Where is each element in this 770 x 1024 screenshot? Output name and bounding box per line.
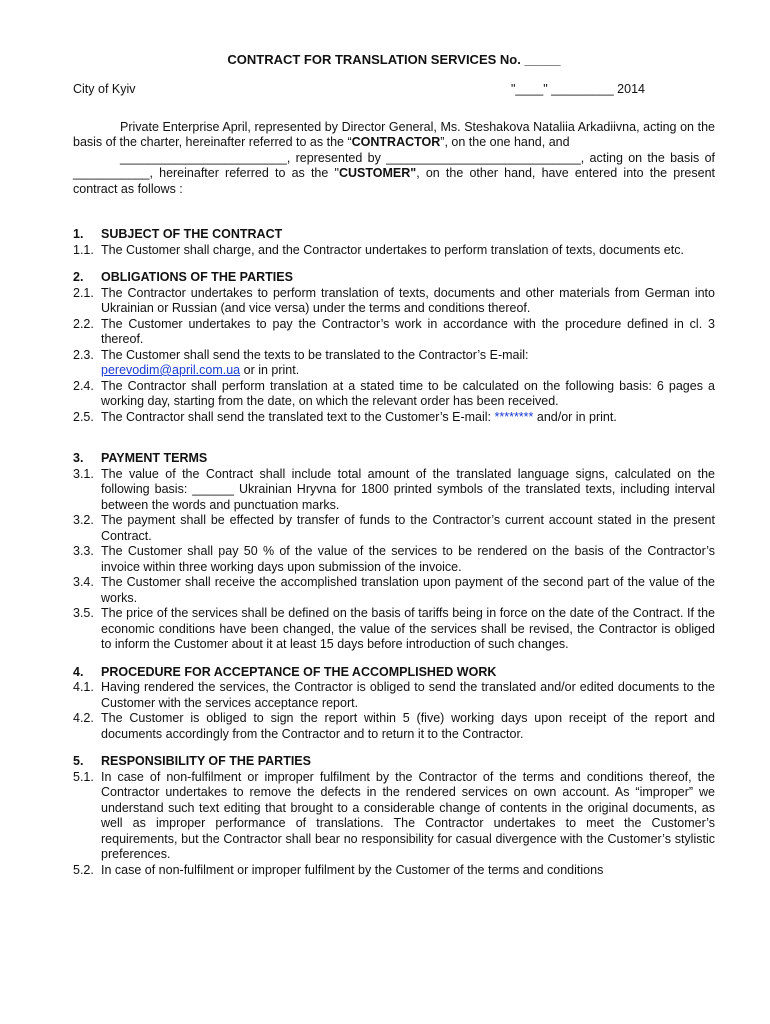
clause-number: 5.2. — [73, 862, 94, 877]
section-title: SUBJECT OF THE CONTRACT — [101, 227, 283, 241]
clause — [73, 606, 715, 653]
clause-text: The Contractor shall perform translation at a stated time to be calculated on the following basis: 6 pages a working day, starting from the date, on which the relevant order has been received. — [101, 378, 715, 408]
clause-number: 3.3. — [73, 544, 94, 558]
clause-text-part: The Customer shall send the texts to be translated to the Contractor’s E-mail: — [101, 347, 529, 362]
clause-text: The Customer shall pay 50 % of the value of the services to be rendered on the basis of the Contractor’s invoice within three working days upon submission of the invoice. — [101, 544, 715, 574]
clause-text-part: and/or in print. — [533, 409, 617, 424]
section-obligations — [73, 270, 715, 425]
clause — [73, 680, 715, 711]
section-heading — [73, 270, 715, 286]
section-title: PROCEDURE FOR ACCEPTANCE OF THE ACCOMPLISHED WORK — [101, 664, 497, 679]
clause — [73, 286, 715, 317]
section-acceptance — [73, 665, 715, 743]
clause-number: 3.4. — [73, 575, 94, 589]
section-title: PAYMENT TERMS — [101, 451, 208, 465]
section-title: RESPONSIBILITY OF THE PARTIES — [101, 754, 311, 768]
preamble-text: , on the other hand, have entered into the present contract as follows : — [73, 166, 715, 196]
preamble-text: ”, on the one hand, and — [440, 135, 570, 149]
clause-text: In case of non-fulfilment or improper fulfilment by the Contractor of the terms and conditions thereof, the Contractor undertakes to remove the defects in the rendered services on own account. As “improper” we understand such text editing that brought to a considerable change of contents in the original documents, as well as improper performance of translations. The Contractor undertakes to meet the Customer’s requirements, but the Contractor shall bear no responsibility for casual divergence with the Customer’s stylistic preferences. — [101, 769, 715, 861]
clause-text: The price of the services shall be defined on the basis of tariffs being in force on the date of the Contract. If the economic conditions have been changed, the value of the services shall be revised, the Contractor is obliged to inform the Customer about it at least 15 days before introduction of such changes. — [101, 606, 715, 651]
date-field: "____" _________ 2014 — [510, 81, 645, 96]
section-number: 4. — [73, 664, 84, 679]
clause-number: 2.5. — [73, 409, 94, 424]
clause — [73, 770, 715, 863]
section-heading — [73, 451, 715, 467]
clause — [73, 575, 715, 606]
clause-number: 3.1. — [73, 466, 94, 481]
clause-number: 3.5. — [73, 606, 94, 620]
section-subject — [73, 227, 715, 258]
clause-text — [101, 410, 715, 426]
city-date-line — [73, 82, 715, 98]
clause-text: The value of the Contract shall include total amount of the translated language signs, calculated on the following basis: ______ Ukrainian Hryvna for 1800 printed symbols of the translated texts, including interval between the words and punctuation marks. — [101, 466, 715, 512]
email-link[interactable]: perevodim@april.com.ua — [101, 363, 241, 377]
clause-number: 2.4. — [73, 378, 94, 393]
clause — [73, 711, 715, 742]
preamble-text: Private Enterprise April, represented by Director General, Ms. Steshakova Nataliia Arkadiivna, acting on the basis of the charter, hereinafter referred to as the “ — [73, 119, 715, 149]
city-label: City of Kyiv — [73, 81, 136, 96]
customer-term: CUSTOMER" — [338, 166, 417, 180]
section-number: 3. — [73, 451, 84, 465]
clause-text: The Customer shall charge, and the Contractor undertakes to perform translation of texts, documents etc. — [101, 242, 684, 257]
section-number: 2. — [73, 270, 84, 284]
clause — [73, 863, 715, 879]
clause — [73, 348, 715, 379]
clause-text: The Customer is obliged to sign the report within 5 (five) working days upon receipt of the report and documents accordingly from the Contractor and to return it to the Contractor. — [101, 711, 715, 741]
contract-title: CONTRACT FOR TRANSLATION SERVICES No. _____ — [227, 52, 561, 67]
contractor-term: CONTRACTOR — [351, 135, 441, 149]
clause — [73, 410, 715, 426]
clause — [73, 467, 715, 514]
clause-text: The payment shall be effected by transfer of funds to the Contractor’s current account stated in the present Contract. — [101, 513, 715, 543]
clause-text: In case of non-fulfilment or improper fulfilment by the Customer of the terms and conditions — [101, 862, 604, 877]
clause-text-part: or in print. — [240, 363, 300, 377]
preamble-customer — [73, 151, 715, 198]
clause — [73, 243, 715, 259]
preamble-text: ________________________, represented by ____________________________, acting on the basis of ___________, hereinafter referred to as the " — [73, 150, 715, 180]
clause-number: 1.1. — [73, 242, 94, 257]
preamble-contractor — [73, 120, 715, 151]
clause — [73, 379, 715, 410]
clause-text: The Contractor undertakes to perform translation of texts, documents and other materials from German into Ukrainian or Russian (and vice versa) under the terms and conditions thereof. — [101, 285, 715, 315]
section-responsibility — [73, 754, 715, 878]
document-page — [73, 52, 715, 890]
clause-text: The Customer undertakes to pay the Contractor’s work in accordance with the procedure defined in cl. 3 thereof. — [101, 316, 715, 346]
clause-text — [101, 348, 715, 379]
clause-number: 2.1. — [73, 285, 94, 300]
section-title: OBLIGATIONS OF THE PARTIES — [101, 270, 293, 284]
section-heading — [73, 754, 715, 770]
clause-number: 2.2. — [73, 316, 94, 331]
clause-text: Having rendered the services, the Contractor is obliged to send the translated and/or edited documents to the Customer with the services acceptance report. — [101, 680, 715, 710]
section-payment — [73, 451, 715, 653]
clause-text: The Customer shall receive the accomplished translation upon payment of the second part of the value of the works. — [101, 575, 715, 605]
clause-number: 2.3. — [73, 347, 94, 362]
clause — [73, 544, 715, 575]
section-heading — [73, 665, 715, 681]
section-number: 5. — [73, 754, 84, 768]
clause-number: 5.1. — [73, 769, 94, 784]
clause-number: 4.1. — [73, 680, 94, 694]
section-heading — [73, 227, 715, 243]
masked-email: ******** — [494, 409, 534, 424]
clause-number: 3.2. — [73, 513, 94, 527]
section-number: 1. — [73, 227, 84, 241]
clause-text-part: The Contractor shall send the translated text to the Customer’s E-mail: — [101, 409, 495, 424]
clause — [73, 513, 715, 544]
clause-number: 4.2. — [73, 711, 94, 725]
clause — [73, 317, 715, 348]
